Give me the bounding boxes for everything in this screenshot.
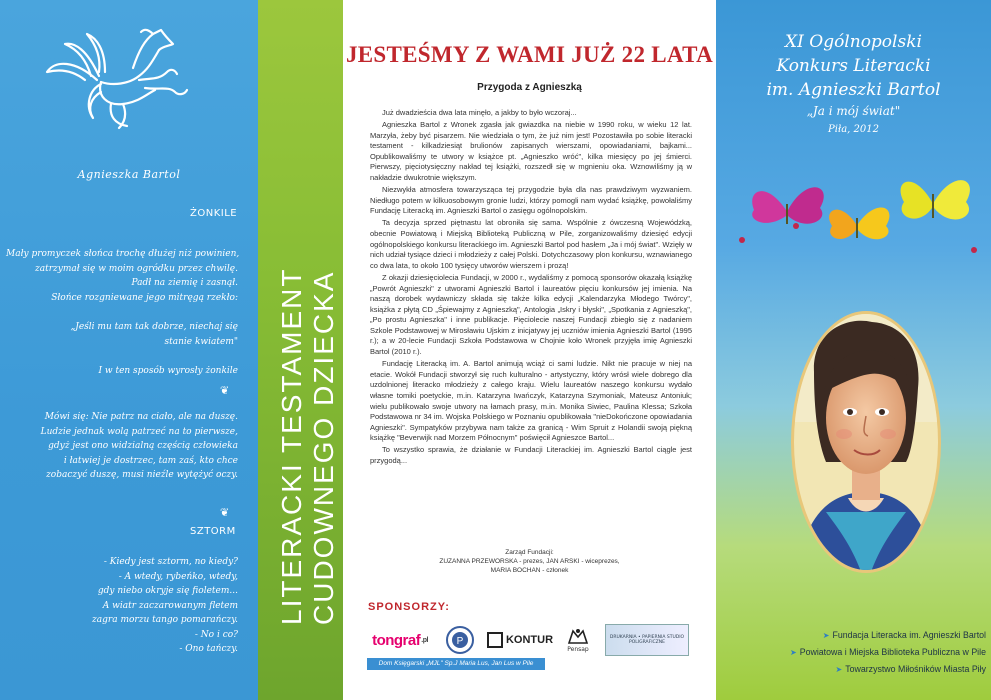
poem-line: A wiatr zaczarowanym fletem [102,600,238,611]
page-title: JESTEŚMY Z WAMI JUŻ 22 LATA [345,42,713,67]
portrait-image [786,302,946,587]
poem-line: gdyż jest ono widzialną częścią człowieka [48,441,238,451]
board-members: MARIA BOCHAN - członek [490,567,569,574]
flourish-icon: ❦ [220,384,230,397]
contest-title-line: XI Ogólnopolski [785,32,922,52]
article-subtitle: Przygoda z Agnieszką [477,82,582,93]
poem-title-zonkile: ŻONKILE [190,208,238,219]
kontur-box-icon [487,632,503,648]
pensap-logo [561,624,595,656]
contest-title-line: Konkurs Literacki [776,56,931,76]
poem-line: Słońce rozgniewane jego mitręgą rzekło: [51,292,238,303]
board-members: ZUZANNA PRZEWORSKA - prezes, JAN ARSKI - wiceprezes, [439,558,620,565]
sponsors-heading: SPONSORZY: [368,601,450,613]
poem-line: stanie kwiatem" [164,336,238,347]
butterfly-icon [726,160,986,270]
kontur-logo [485,624,555,656]
poems-panel [0,0,258,700]
printing-house-logo [605,624,689,656]
organizer-item [730,661,986,678]
contest-place-year: Piła, 2012 [828,124,879,135]
poem-line: - No i co? [194,629,238,640]
seal-logo [443,624,477,656]
tongraf-logo-suffix: .pl [421,636,428,644]
contest-motto: „Ja i mój świat" [806,104,901,118]
kontur-logo-text: KONTUR [505,634,554,646]
arrow-icon: ➤ [835,665,843,674]
flourish-icon: ❦ [220,506,230,519]
article-paragraph: To wszystko sprawia, że działanie w Fundacji Literackiej im. Agnieszki Bartol ciągle jest przygodą... [370,445,692,465]
poem-line: „Jeśli mu tam tak dobrze, niechaj się [70,322,238,332]
poem-line: zagra morzu tango pomarańczy. [92,615,238,625]
organizer-item [730,627,986,644]
article-paragraph: Agnieszka Bartol z Wronek zgasła jak gwiazdka na niebie w 1990 roku, w wieku 12 lat. Marzyła, żeby być pisarzem. Nie wiedziała o tym, że już nim jest! Pozostawiła po sobie literacki testament - kilkadziesiąt brulionów zapisanych wierszami, opowiadaniami, bajkami... Opublikowaliśmy te utwory w książce pt. „Agnieszko wróć", kilka miesięcy po jej śmierci. Pierwszy, pięciotysięczny nakład tej książki, rozszedł się w mgnieniu oka. Wznowiliśmy ją w nakładzie dwukrotnie większym. [370,120,692,183]
spine-panel [258,0,343,700]
tongraf-logo-text: tongraf [372,631,421,649]
article-paragraph: Z okazji dziesięciolecia Fundacji, w 2000 r., wydaliśmy z pomocą sponsorów okazałą książkę „Powrót Agnieszki" z utworami Agnieszki Bartol i laureatów pięciu konkursów jej imienia. Na naszą dorobek wydawniczy składa się także kilka edycji „Kalendarzyka Młodego Twórcy", książka z płytą CD „Śpiewajmy z Agnieszką", Antologia „Iskry i błyski", „Spotkania z Agnieszką", „Po prostu Agnieszka" i inne publikacje. Pięciolecie naszej Fundacji zbiegło się z nadaniem Szkole Podstawowej w Mirosławiu Ujskim z inicjatywy jej uczniów imienia Agnieszki Bartol (1995 r.); a w 20-lecie Fundacji Szkoła Podstawowa w Chojnie koło Wronek przyjęła imię Agnieszki Bartol (2010 r.). [370,272,692,357]
spine-title-line1: LITERACKI TESTAMENT [276,267,307,625]
tongraf-logo [365,624,435,656]
poem-line: I w ten sposób wyrosły żonkile [98,366,238,376]
cover-panel [716,0,991,700]
organizers-list [730,627,986,678]
pegasus-icon [35,20,225,135]
organizer-label: Fundacja Literacka im. Agnieszki Bartol [832,630,986,640]
poem-line: Padł na ziemię i zasnął. [131,278,238,288]
poem-line: - Kiedy jest sztorm, no kiedy? [103,557,238,567]
poem-title-sztorm: SZTORM [190,526,236,537]
poem-line: - Ono tańczy. [179,644,238,654]
article-panel [343,0,716,700]
article-paragraph: Niezwykła atmosfera towarzysząca tej przygodzie była dla nas prawdziwym wyzwaniem. Niedługo potem w kilkuosobowym gronie ludzi, którzy pomogli nam wydać książkę, powołaliśmy Fundację Literacką im. Agnieszki Bartol o zasięgu ogólnopolskim. [370,185,692,216]
organizer-label: Powiatowa i Miejska Biblioteka Publiczna w Pile [799,647,986,657]
contest-title-line: im. Agnieszki Bartol [766,80,941,100]
poem-sztorm [6,555,238,657]
poem-line: zobaczyć duszę, musi nieźle wytężyć oczy. [46,470,238,480]
printing-house-text: DRUKARNIA • PAPIERNIA STUDIO POLIGRAFICZNE [609,634,685,645]
foundation-board [343,548,716,575]
spine-title-line2: CUDOWNEGO DZIECKA [308,270,339,625]
bookshop-banner: Dom Księgarski „MJL" Sp.J Maria Lus, Jan Lus w Pile [367,658,545,670]
contest-title [716,30,991,102]
arrow-icon: ➤ [790,648,797,657]
poem-untitled [6,410,238,483]
poem-line: Mówi się: Nie patrz na ciało, ale na duszę. [44,412,238,422]
svg-text:P: P [456,636,464,647]
poem-line: Mały promyczek słońca trochę dłużej niż powinien, [6,249,240,259]
poem-line: zatrzymał się w moim ogródku przez chwilę. [35,263,238,274]
poem-line: i łatwiej je dostrzec, tam zaś, kto chce [63,455,238,466]
author-name: Agnieszka Bartol [77,168,181,181]
organizer-item [730,644,986,661]
article-paragraph: Już dwadzieścia dwa lata minęło, a jakby to było wczoraj... [382,108,577,117]
article-body [370,108,692,468]
article-paragraph: Fundację Literacką im. A. Bartol animują wciąż ci sami ludzie. Nikt nie pracuje w niej na etacie. Wokół Fundacji stworzył się ruch kulturalno - artystyczny, który wrósł wiele dobrego dla uzdolnionej literacko młodzieży z całego kraju. Wielu laureatów naszego konkursu wydało własne tomiki poetyckie, m.in. Katarzyna Iwańczyk, Katarzyna Szymoniak, Mateusz Antoniuk; wielu publikowało swoje utwory na łamach prasy, m.in. Monika Siwiec, Paulina Klessa; Szkoła Podstawowa nr 34 im. Wojska Polskiego w Poznaniu opublikowała "nieDokończone opowiadania Agnieszki". Sympatyków przybywa nam także za granicą - Wim Spruit z Holandii swoją piękną książkę "Beverwijk nad Morzem Północnym" poświęcił Agnieszce Bartol... [370,359,692,443]
poem-line: gdy niebo okryje się fioletem... [97,586,238,596]
arrow-icon: ➤ [822,631,830,640]
board-title: Zarząd Fundacji: [505,549,554,556]
crest-icon [567,627,589,645]
pensap-logo-text: Pensap [567,646,589,653]
poem-zonkile [6,247,238,379]
poem-line: - A wtedy, rybeńko, wtedy, [118,571,238,582]
poem-line: Ludzie jednak wolą patrzeć na to pierwsze, [40,426,238,437]
article-paragraph: Ta decyzja sprzed piętnastu lat obroniła się sama. Wspólnie z ówczesną Wojewódzką, obecnie Powiatową i Miejską Biblioteką Publiczną w Pile, zorganizowaliśmy dziesięć edycji ogólnopolskiego konkursu literackiego im. Agnieszki Bartol pod hasłem „Ja i mój świat". Wzięły w nich udział tysiące dzieci i młodzieży z całej Polski. Dotychczasowy plon konkursu, wznawianego co dwa lata, to około 100 tysięcy utworów wierszem i prozą! [370,218,692,270]
organizer-label: Towarzystwo Miłośników Miasta Piły [845,664,986,674]
seal-icon [445,625,475,655]
